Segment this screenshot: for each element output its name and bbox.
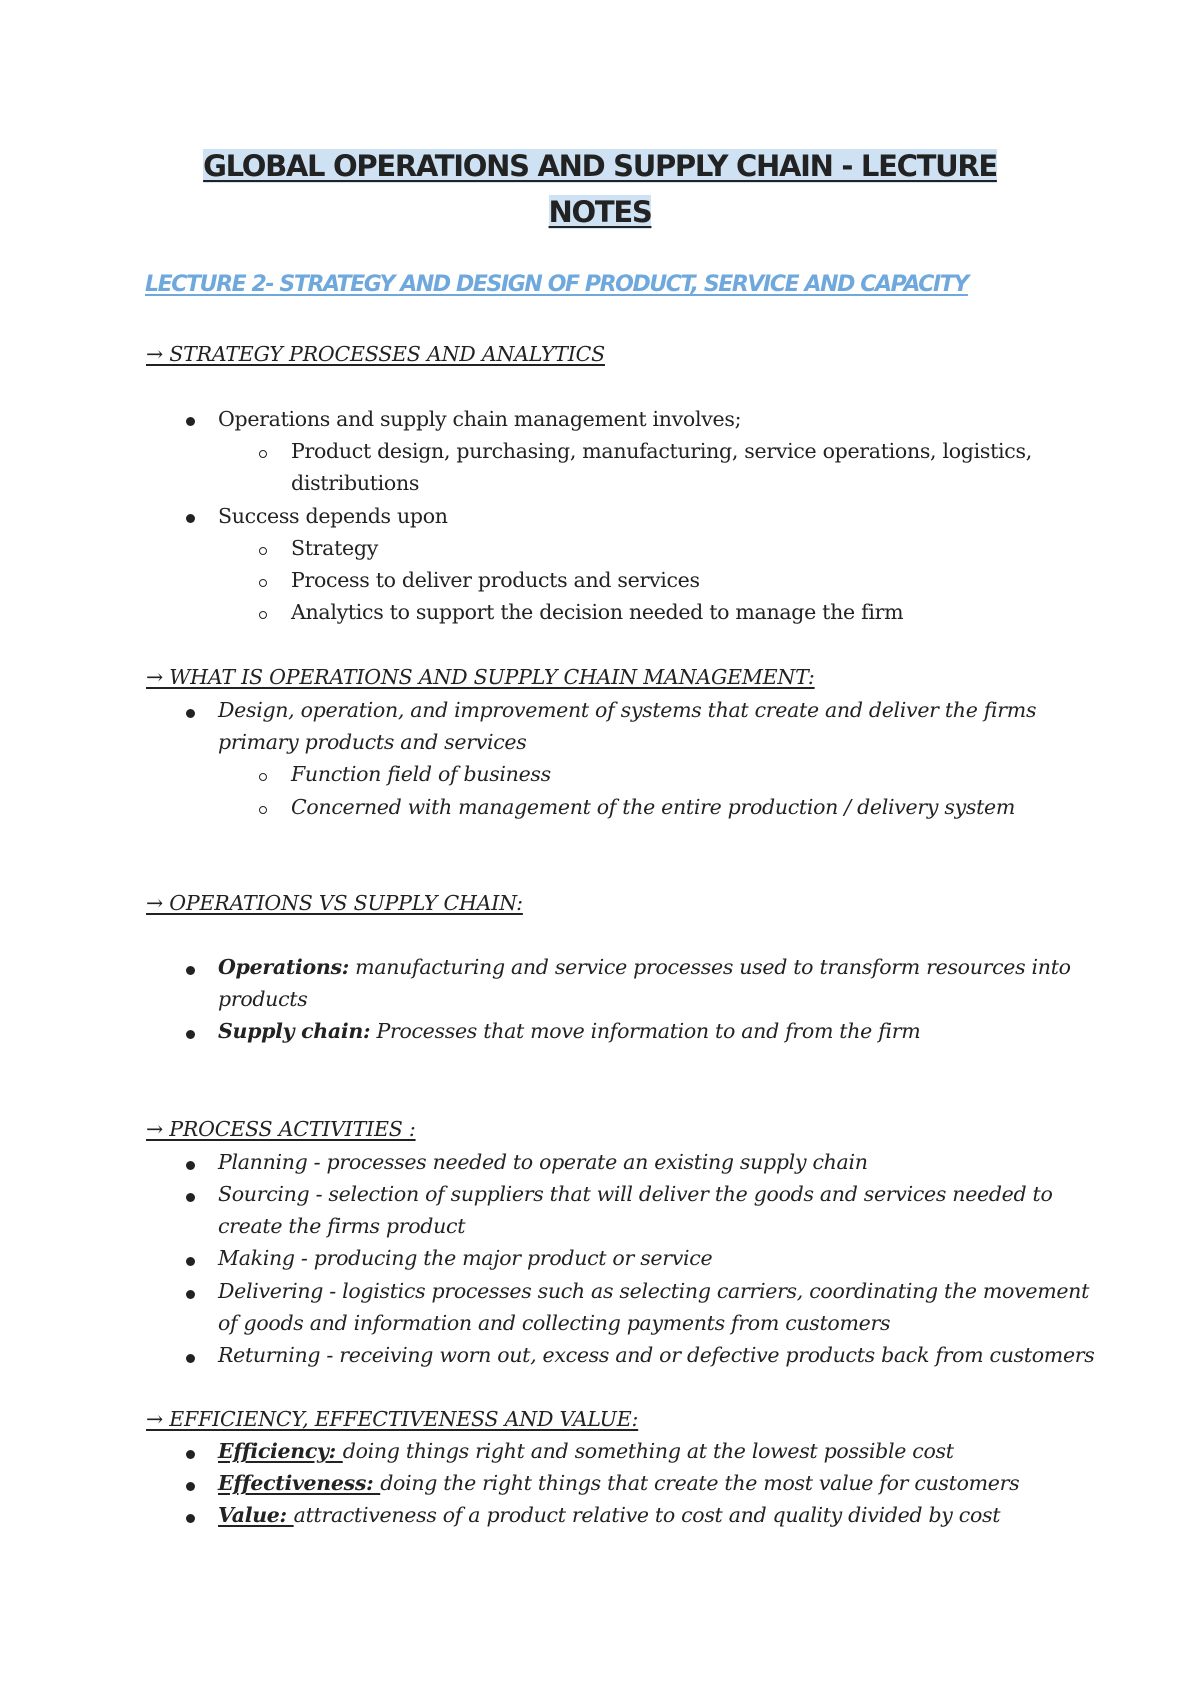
bullet-icon	[186, 1482, 195, 1491]
sub-bullet-icon	[259, 579, 267, 587]
list-item	[218, 1439, 954, 1463]
list-item: Product design, purchasing, manufacturing, service operations, logistics,	[291, 439, 1032, 463]
title-line-1: GLOBAL OPERATIONS AND SUPPLY CHAIN - LECTURE	[203, 149, 997, 183]
definition-operations: manufacturing and service processes used to transform resources into	[348, 955, 1071, 979]
term-efficiency: Efficiency:	[218, 1439, 343, 1463]
list-item: Analytics to support the decision needed to manage the firm	[291, 600, 904, 624]
list-item: Operations and supply chain management involves;	[218, 407, 742, 431]
bullet-icon	[186, 514, 195, 523]
title-line-2: NOTES	[548, 195, 652, 229]
list-item-continuation: distributions	[291, 471, 420, 495]
definition-efficiency: doing things right and something at the lowest possible cost	[342, 1439, 954, 1463]
list-item-continuation: primary products and services	[218, 730, 527, 754]
list-item: Delivering - logistics processes such as selecting carriers, coordinating the movement	[218, 1279, 1090, 1303]
sub-bullet-icon	[259, 611, 267, 619]
term-value: Value:	[218, 1503, 294, 1527]
bullet-icon	[186, 1450, 195, 1459]
list-item	[218, 1471, 1019, 1495]
definition-effectiveness: doing the right things that create the most value for customers	[380, 1471, 1020, 1495]
section-heading-process: → PROCESS ACTIVITIES :	[146, 1117, 416, 1141]
section-heading-efficiency: → EFFICIENCY, EFFECTIVENESS AND VALUE:	[146, 1407, 639, 1431]
bullet-icon	[186, 1161, 195, 1170]
list-item: Success depends upon	[218, 504, 448, 528]
sub-bullet-icon	[259, 806, 267, 814]
list-item: Returning - receiving worn out, excess and or defective products back from customers	[218, 1343, 1095, 1367]
term-effectiveness: Effectiveness:	[218, 1471, 381, 1495]
bullet-icon	[186, 709, 195, 718]
list-item: Concerned with management of the entire production / delivery system	[291, 795, 1016, 819]
bullet-icon	[186, 1257, 195, 1266]
section-heading-what-is: → WHAT IS OPERATIONS AND SUPPLY CHAIN MANAGEMENT:	[146, 665, 815, 689]
section-heading-ops-vs-sc: → OPERATIONS VS SUPPLY CHAIN:	[146, 891, 523, 915]
list-item: Making - producing the major product or service	[218, 1246, 713, 1270]
list-item	[218, 955, 1071, 979]
list-item	[218, 1503, 1000, 1527]
definition-supply-chain: Processes that move information to and from the firm	[370, 1019, 921, 1043]
list-item: Design, operation, and improvement of systems that create and deliver the firms	[218, 698, 1037, 722]
bullet-icon	[186, 1514, 195, 1523]
list-item: Planning - processes needed to operate an existing supply chain	[218, 1150, 868, 1174]
list-item: Strategy	[291, 536, 378, 560]
document-title	[100, 143, 1100, 235]
section-heading-strategy: → STRATEGY PROCESSES AND ANALYTICS	[146, 342, 605, 366]
sub-bullet-icon	[259, 450, 267, 458]
bullet-icon	[186, 1030, 195, 1039]
sub-bullet-icon	[259, 547, 267, 555]
lecture-heading: LECTURE 2- STRATEGY AND DESIGN OF PRODUCT, SERVICE AND CAPACITY	[145, 272, 968, 297]
definition-value: attractiveness of a product relative to cost and quality divided by cost	[293, 1503, 1001, 1527]
list-item	[218, 1019, 920, 1043]
list-item-continuation: create the firms product	[218, 1214, 466, 1238]
list-item: Process to deliver products and services	[291, 568, 700, 592]
term-supply-chain: Supply chain:	[218, 1019, 371, 1043]
bullet-icon	[186, 966, 195, 975]
term-operations: Operations:	[218, 955, 349, 979]
bullet-icon	[186, 417, 195, 426]
sub-bullet-icon	[259, 773, 267, 781]
list-item-continuation: of goods and information and collecting payments from customers	[218, 1311, 891, 1335]
list-item-continuation: products	[218, 987, 308, 1011]
list-item: Sourcing - selection of suppliers that will deliver the goods and services needed to	[218, 1182, 1053, 1206]
bullet-icon	[186, 1354, 195, 1363]
bullet-icon	[186, 1290, 195, 1299]
list-item: Function field of business	[291, 762, 551, 786]
bullet-icon	[186, 1193, 195, 1202]
